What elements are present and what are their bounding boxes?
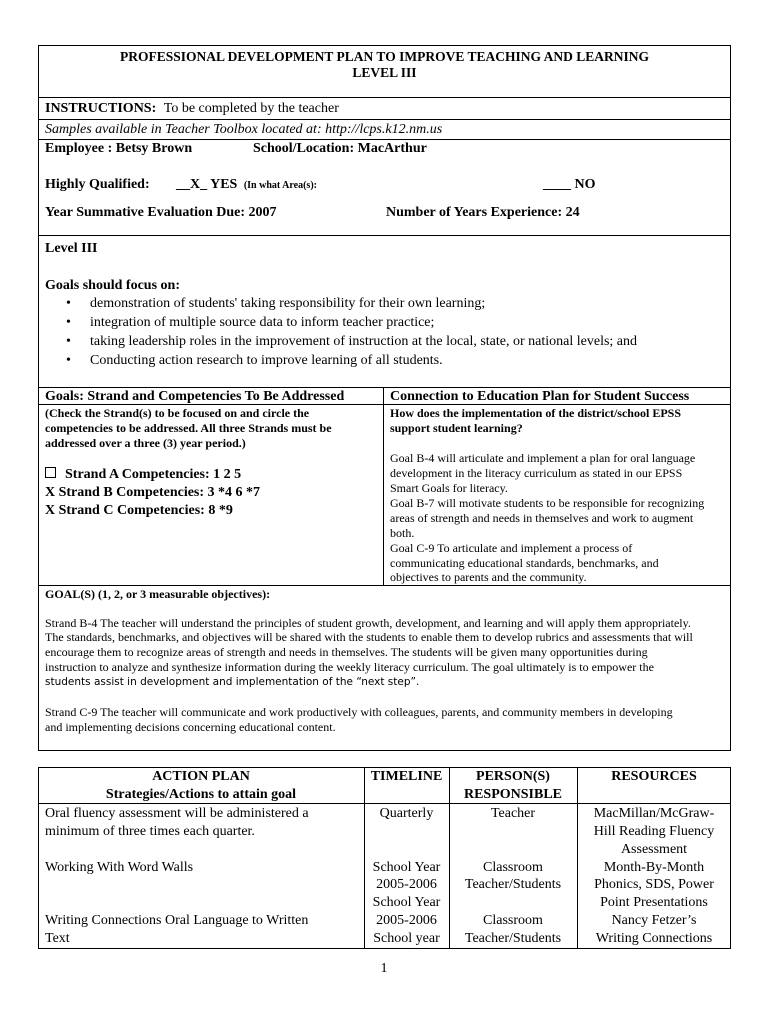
strand-instructions-1: (Check the Strand(s) to be focused on and circle the (45, 406, 310, 420)
goal-b4-line-3: encourage them to recognize areas of strength and needs in themselves. The students will be given many opportunities during (45, 645, 648, 659)
evaluation-due: Year Summative Evaluation Due: 2007 (45, 205, 277, 220)
goal-b4-line-2: The standards, benchmarks, and objectives will be shared with the students to enable them to develop rubrics and assessments that will (45, 630, 693, 644)
page-number: 1 (380, 961, 388, 976)
strand-instructions-2: competencies to be addressed. All three Strands must be (45, 421, 332, 435)
strands-header: Goals: Strand and Competencies To Be Addressed (45, 389, 345, 404)
row2-timeline-line2: 2005-2006 (376, 877, 437, 892)
focus-bullet-4: Conducting action research to improve learning of all students. (90, 353, 443, 368)
focus-bullet-1: demonstration of students' taking responsibility for their own learning; (90, 296, 486, 311)
resources-header: RESOURCES (611, 769, 697, 784)
row3-person-line2: Teacher/Students (464, 931, 562, 946)
instructions-label: INSTRUCTIONS: (45, 101, 157, 116)
instructions-text: To be completed by the teacher (163, 101, 339, 116)
hq-area-text: (In what Area(s): (243, 180, 317, 191)
instructions-line (45, 101, 339, 117)
row1-person: Teacher (490, 806, 536, 821)
row3-resource-line2: Writing Connections (595, 931, 713, 946)
highly-qualified-no: ____ NO (543, 177, 596, 192)
row2-timeline-line3: School Year (372, 895, 441, 910)
row2-action-line1: Working With Word Walls (45, 860, 194, 875)
focus-bullet-3: taking leadership roles in the improvement of instruction at the local, state, or national levels; and (90, 334, 638, 349)
focus-bullet-2: integration of multiple source data to inform teacher practice; (90, 315, 435, 330)
strategies-header: Strategies/Actions to attain goal (105, 787, 297, 802)
highly-qualified-label: Highly Qualified: (45, 177, 150, 192)
goals-focus-heading: Goals should focus on: (45, 278, 180, 293)
row2-resource-line2: Phonics, SDS, Power (594, 877, 714, 892)
row3-timeline-line2: School year (373, 931, 440, 946)
row2-resource-line3: Point Presentations (600, 895, 708, 910)
school-location: School/Location: MacArthur (253, 141, 427, 156)
row1-action-line1: Oral fluency assessment will be administered a (45, 806, 309, 821)
row3-action-line2: Text (45, 931, 70, 946)
row1-resource-line3: Assessment (620, 842, 688, 857)
strand-a-text: Strand A Competencies: 1 2 5 (65, 467, 242, 482)
epss-text-4: Goal B-7 will motivate students to be responsible for recognizing (390, 496, 705, 510)
action-plan-header: ACTION PLAN (152, 769, 250, 784)
row1-timeline: Quarterly (379, 806, 434, 821)
strand-b-row: X Strand B Competencies: 3 *4 6 *7 (45, 485, 261, 500)
row2-resource-line1: Month-By-Month (603, 860, 705, 875)
strand-instructions-3: addressed over a three (3) year period.) (45, 436, 246, 450)
epss-text-5: areas of strength and needs in themselves and work to augment (390, 511, 694, 525)
epss-text-6: both. (390, 526, 415, 540)
page-subtitle: LEVEL III (352, 65, 417, 80)
timeline-header: TIMELINE (370, 769, 443, 784)
epss-question-1: How does the implementation of the district/school EPSS (390, 406, 681, 420)
row3-timeline-line1: 2005-2006 (376, 913, 437, 928)
row2-person-line1: Classroom (483, 860, 543, 875)
level-title: Level III (45, 241, 98, 256)
goal-b4-line-4: instruction to analyze and synthesize information during the weekly literacy curriculum. The goal ultimately is to empower the (45, 660, 654, 674)
row3-resource-line1: Nancy Fetzer’s (611, 913, 697, 928)
strand-c-row: X Strand C Competencies: 8 *9 (45, 503, 233, 518)
persons-header: PERSON(S) (476, 769, 550, 784)
page-title: PROFESSIONAL DEVELOPMENT PLAN TO IMPROVE TEACHING AND LEARNING (120, 49, 649, 64)
epss-text-3: Smart Goals for literacy. (390, 481, 508, 495)
strand-a-row (45, 467, 241, 483)
bullet-marker: • (66, 296, 71, 311)
row2-timeline-line1: School Year (372, 860, 441, 875)
years-experience: Number of Years Experience: 24 (386, 205, 580, 220)
epss-text-1: Goal B-4 will articulate and implement a plan for oral language (390, 451, 696, 465)
bullet-marker: • (66, 334, 71, 349)
bullet-marker: • (66, 315, 71, 330)
epss-question-2: support student learning? (390, 421, 523, 435)
goal-b4-line-1: Strand B-4 The teacher will understand the principles of student growth, development, and learning and will apply them appropriately. (45, 616, 691, 630)
row1-resource-line2: Hill Reading Fluency (593, 824, 715, 839)
highly-qualified-yes (176, 177, 317, 194)
row1-action-line2: minimum of three times each quarter. (45, 824, 255, 839)
row3-action-line1: Writing Connections Oral Language to Written (45, 913, 309, 928)
epss-text-9: objectives to parents and the community. (390, 570, 587, 584)
goal-b4-line-5: students assist in development and implementation of the “next step”. (45, 676, 420, 688)
responsible-header: RESPONSIBLE (463, 787, 563, 802)
goals-header: GOAL(S) (1, 2, or 3 measurable objectives): (45, 587, 271, 601)
row3-person-line1: Classroom (483, 913, 543, 928)
epss-text-7: Goal C-9 To articulate and implement a process of (390, 541, 633, 555)
epss-connection-header: Connection to Education Plan for Student Success (390, 389, 690, 404)
epss-text-8: communicating educational standards, benchmarks, and (390, 556, 659, 570)
samples-note: Samples available in Teacher Toolbox located at: http://lcps.k12.nm.us (45, 122, 443, 137)
goal-c9-line-1: Strand C-9 The teacher will communicate and work productively with colleagues, parents, and community members in developing (45, 705, 673, 719)
row2-person-line2: Teacher/Students (464, 877, 562, 892)
employee-name: Employee : Betsy Brown (45, 141, 193, 156)
goal-c9-line-2: and implementing decisions concerning educational content. (45, 720, 336, 734)
hq-yes-text: __X_ YES (176, 177, 238, 192)
strand-a-checkbox[interactable] (45, 467, 56, 478)
epss-text-2: development in the literacy curriculum as stated in our EPSS (390, 466, 683, 480)
row1-resource-line1: MacMillan/McGraw- (593, 806, 715, 821)
bullet-marker: • (66, 353, 71, 368)
